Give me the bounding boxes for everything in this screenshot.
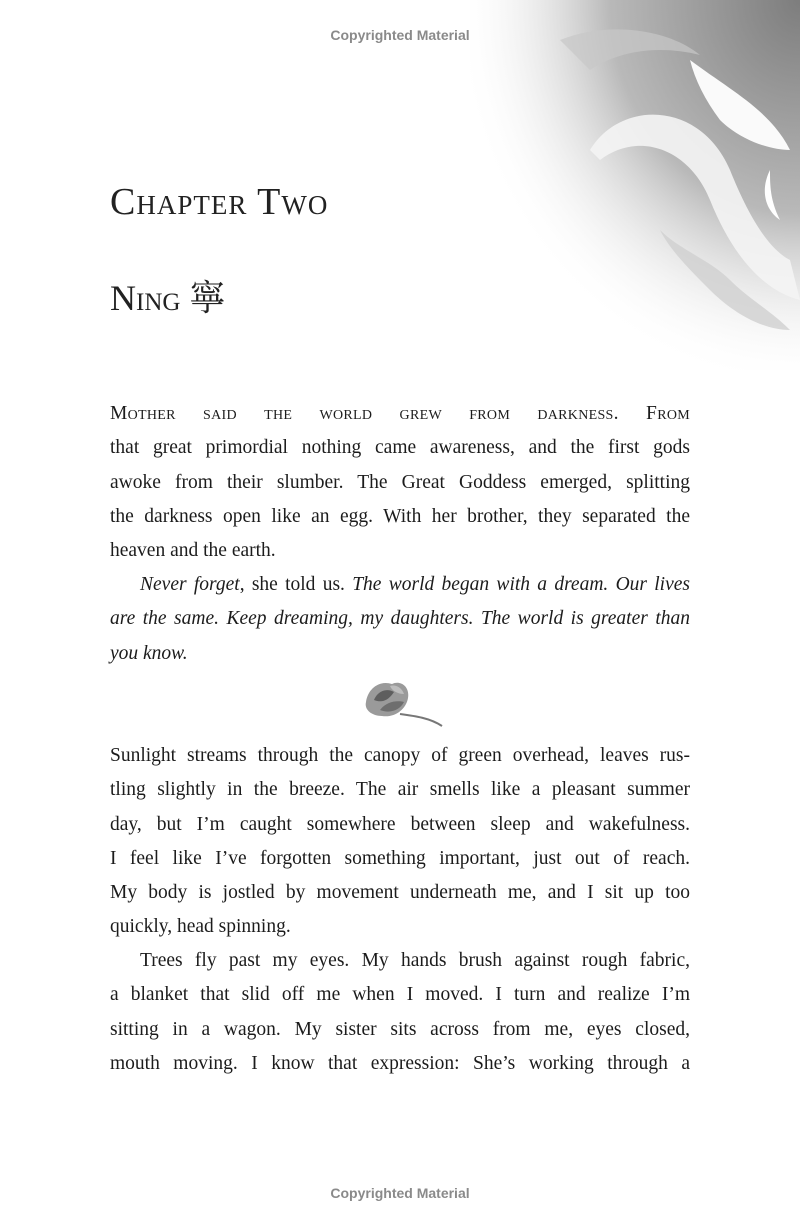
- roman-text: , she told us.: [239, 574, 353, 595]
- text-line: are the same. Keep dreaming, my daughters. The world is greater than: [110, 608, 690, 630]
- chapter-title: Chapter Two: [110, 181, 329, 223]
- text-line: tling slightly in the breeze. The air smells like a pleasant summer: [110, 779, 690, 801]
- text-line: Mother said the world grew from darkness. From: [110, 403, 690, 424]
- paragraph-2: [110, 568, 690, 671]
- text-line: quickly, head spinning.: [110, 916, 291, 938]
- text-line: you know.: [110, 642, 188, 664]
- text-line: a blanket that slid off me when I moved. I turn and realize I’m: [110, 984, 690, 1006]
- italic-text: Never forget: [140, 574, 240, 595]
- text-line: awoke from their slumber. The Great Goddess emerged, splitting: [110, 471, 690, 493]
- text-line: My body is jostled by movement underneath me, and I sit up too: [110, 882, 690, 904]
- text-line: day, but I’m caught somewhere between sleep and wakefulness.: [110, 813, 690, 835]
- text-line: mouth moving. I know that expression: She’s working through a: [110, 1052, 690, 1074]
- text-line: Trees fly past my eyes. My hands brush against rough fabric,: [140, 950, 690, 971]
- paragraph-1: [110, 397, 690, 568]
- text-line: [110, 568, 690, 602]
- chapter-narrator: Ning 寧: [110, 278, 226, 318]
- decorative-swirl-art: [470, 0, 800, 370]
- text-line: I feel like I’ve forgotten something important, just out of reach.: [110, 847, 690, 869]
- header-copyright: Copyrighted Material: [330, 27, 470, 43]
- text-line: sitting in a wagon. My sister sits across from me, eyes closed,: [110, 1018, 690, 1040]
- italic-text: The world began with a dream. Our lives: [352, 574, 690, 595]
- footer-copyright: Copyrighted Material: [330, 1185, 470, 1201]
- paragraph-3: [110, 739, 690, 945]
- paragraph-4: [110, 944, 690, 1081]
- flower-ornament-icon: [360, 676, 444, 728]
- text-line: that great primordial nothing came awareness, and the first gods: [110, 437, 690, 459]
- text-line: Sunlight streams through the canopy of green overhead, leaves rus-: [110, 745, 690, 766]
- text-line: the darkness open like an egg. With her brother, they separated the: [110, 505, 690, 527]
- text-line: heaven and the earth.: [110, 540, 276, 562]
